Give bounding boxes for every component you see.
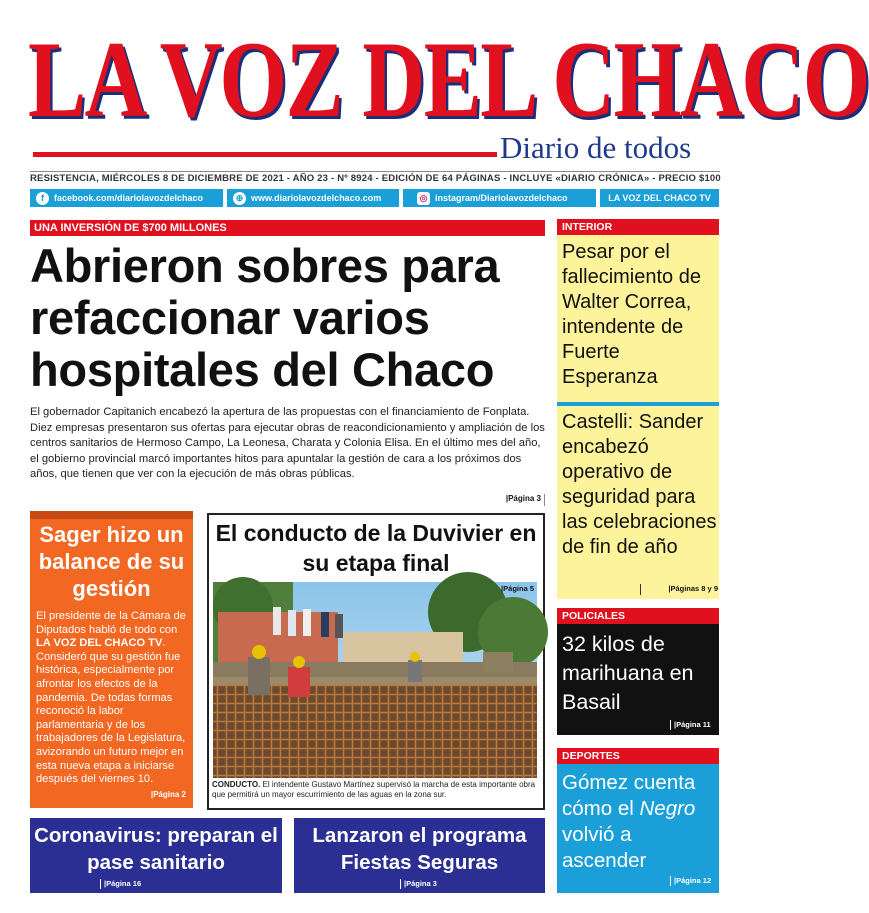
- policiales-section-label: POLICIALES: [557, 608, 719, 624]
- masthead-rule: [33, 152, 497, 157]
- deportes-headline-text-2: volvió a ascender: [562, 823, 647, 872]
- deportes-page-ref: |Página 12: [670, 876, 716, 886]
- facebook-icon: f: [36, 192, 49, 205]
- tv-link[interactable]: [600, 189, 719, 207]
- sager-body-text-1: El presidente de la Cámara de Diputados habló de todo con: [36, 610, 186, 636]
- deportes-headline-text-1: Gómez cuenta cómo el: [562, 771, 696, 820]
- instagram-icon: ◎: [417, 192, 430, 205]
- construction-photo-illustration: [213, 582, 537, 778]
- sager-top-bar: [30, 511, 193, 519]
- fiestas-page-ref: |Página 3: [400, 879, 490, 889]
- policiales-headline[interactable]: 32 kilos de marihuana en Basail: [562, 632, 694, 714]
- sager-headline[interactable]: Sager hizo un balance de su gestión: [38, 522, 185, 601]
- duvivier-caption: [212, 780, 540, 808]
- duvivier-photo-page-ref: |Página 5: [501, 584, 534, 593]
- duvivier-caption-label: CONDUCTO.: [212, 780, 261, 789]
- sager-body-bold: LA VOZ DEL CHACO TV: [36, 637, 163, 650]
- instagram-link[interactable]: [403, 189, 596, 207]
- sager-body: [36, 610, 188, 795]
- main-story-page-ref: |Página 3: [470, 494, 545, 506]
- duvivier-headline[interactable]: El conducto de la Duvivier en su etapa final: [215, 520, 537, 576]
- fiestas-headline[interactable]: Lanzaron el programa Fiestas Seguras: [312, 824, 527, 874]
- policiales-page-ref: |Página 11: [670, 720, 716, 730]
- main-story-headline[interactable]: Abrieron sobres para refaccionar varios hospitales del Chaco: [30, 239, 500, 396]
- website-link[interactable]: [227, 189, 399, 207]
- interior-headline-1[interactable]: Pesar por el fallecimiento de Walter Correa, intendente de Fuerte Esperanza: [562, 241, 701, 388]
- interior-page-ref: |Páginas 8 y 9: [640, 584, 718, 595]
- website-label: www.diariolavozdelchaco.com: [251, 193, 382, 203]
- coronavirus-headline[interactable]: Coronavirus: preparan el pase sanitario: [34, 824, 278, 874]
- main-story-body: El gobernador Capitanich encabezó la apertura de las propuestas con el financiamiento de Fonplata. Diez empresas presentaron sus ofertas para ejecutar obras de reacondicionamiento y ampliación de los centros sanitarios de Hermoso Campo, La Leonesa, Charata y Colonia Elisa. En el último mes del año, el gobierno provincial marcó importantes hitos para apuntalar la gestión de cara a los próximos dos años, que tienen que ver con la ejecución de más obras públicas.: [30, 406, 545, 480]
- sager-body-text-2: . Consideró que su gestión fue histórica, especialmente por afrontar los efectos de la pandemia. De todas formas reconoció la labor parlamentaria y de los trabajadores de la Legislatura, avizorando un futuro mejor en esta nueva etapa a iniciarse después del viernes 10.: [36, 637, 186, 786]
- interior-divider: [557, 402, 719, 406]
- masthead-tagline: Diario de todos: [500, 130, 692, 165]
- interior-section-label: INTERIOR: [557, 219, 719, 235]
- deportes-headline[interactable]: [562, 770, 719, 874]
- duvivier-caption-text: El intendente Gustavo Martínez supervisó la marcha de esta importante obra que permitirá un mayor escurrimiento de las aguas en la zona sur.: [212, 780, 536, 799]
- interior-headline-2[interactable]: Castelli: Sander encabezó operativo de seguridad para las celebraciones de fin de año: [562, 411, 717, 558]
- instagram-label: instagram/Diariolavozdelchaco: [435, 193, 568, 203]
- sager-page-ref: |Página 2: [150, 790, 186, 799]
- tv-label: LA VOZ DEL CHACO TV: [608, 193, 711, 203]
- deportes-headline-italic: Negro: [639, 797, 696, 820]
- deportes-section-label: DEPORTES: [557, 748, 719, 764]
- facebook-label: facebook.com/diariolavozdelchaco: [54, 193, 204, 203]
- main-story-kicker: UNA INVERSIÓN DE $700 MILLONES: [30, 220, 545, 236]
- coronavirus-page-ref: |Página 16: [100, 879, 190, 889]
- duvivier-photo: [213, 582, 537, 778]
- edition-info-line: RESISTENCIA, MIÉRCOLES 8 DE DICIEMBRE DE 2021 - AÑO 23 - Nº 8924 - EDICIÓN DE 64 PÁGINAS - INCLUYE «DIARIO CRÓNICA» - PRECIO $100: [30, 173, 721, 184]
- facebook-link[interactable]: [30, 189, 223, 207]
- masthead-title: LA VOZ DEL CHACO: [28, 19, 869, 140]
- globe-icon: ⊕: [233, 192, 246, 205]
